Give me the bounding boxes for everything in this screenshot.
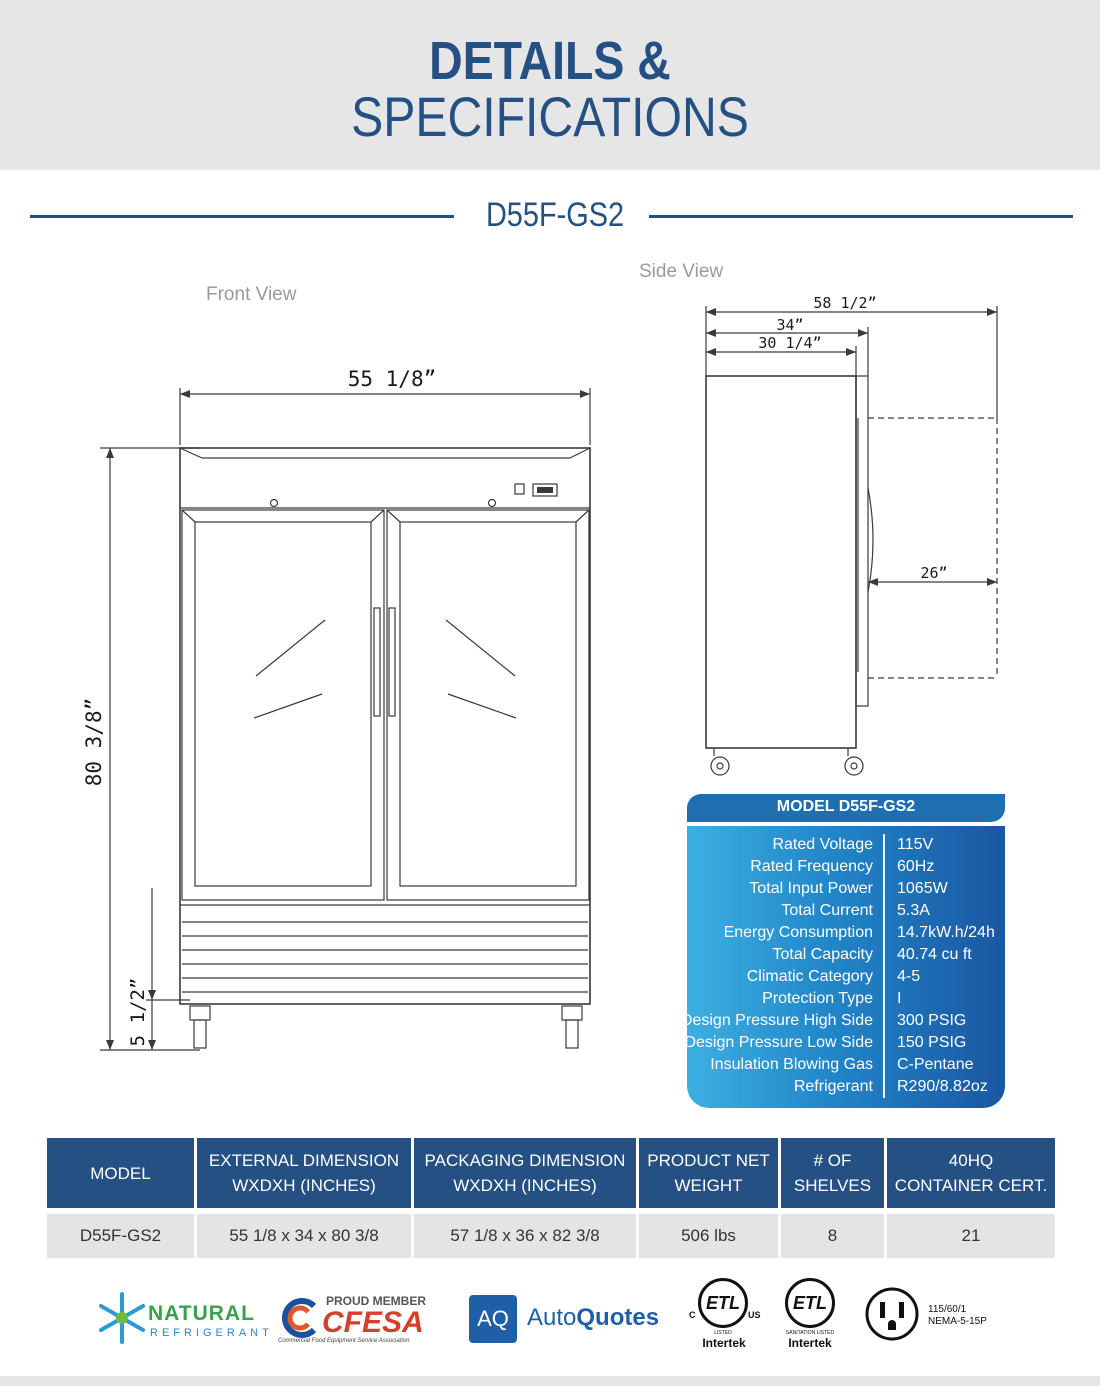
- header-title-line1: DETAILS &: [429, 31, 671, 91]
- footer-bar: [0, 1376, 1100, 1386]
- spec-row: [687, 902, 1005, 924]
- snowflake-icon: [92, 1290, 152, 1346]
- left-door-bevel-tr: [371, 510, 384, 522]
- side-view-label: Side View: [639, 261, 724, 282]
- arrow: [148, 1040, 156, 1050]
- arrow: [180, 390, 190, 398]
- spec-value: I: [897, 990, 902, 1007]
- right-handle: [389, 608, 395, 716]
- spec-label: Total Input Power: [749, 880, 873, 897]
- side-handle: [868, 488, 873, 592]
- spec-value: 14.7kW.h/24h: [897, 924, 995, 941]
- header-line1: MODEL: [90, 1163, 151, 1183]
- cfesa-proud-member: PROUD MEMBER: [326, 1294, 427, 1308]
- side-caster-left-hub: [717, 763, 723, 769]
- glare-right-1: [446, 620, 515, 676]
- arrow: [580, 390, 590, 398]
- etl-us-mark: US: [748, 1310, 761, 1320]
- etl-mark: ETL: [698, 1278, 748, 1328]
- table-header-cell: [47, 1138, 194, 1208]
- header-line2: WXDXH (INCHES): [453, 1176, 597, 1195]
- spec-row: [687, 880, 1005, 902]
- header-title-line2: SPECIFICATIONS: [351, 85, 749, 148]
- left-door-frame: [182, 510, 384, 900]
- spec-value: 5.3A: [897, 902, 930, 919]
- table-header-cell: [887, 1138, 1055, 1208]
- autoquotes-quotes: Quotes: [576, 1304, 660, 1331]
- spec-row: [687, 836, 1005, 858]
- cfesa-swirl-icon: [278, 1296, 322, 1340]
- top-corner-right: [570, 448, 590, 458]
- spec-row: [680, 1012, 1005, 1034]
- aq-badge: AQ: [469, 1295, 517, 1343]
- spec-row: [687, 1056, 1005, 1078]
- spec-row: [687, 1078, 1005, 1100]
- intertek-label: Intertek: [702, 1336, 746, 1350]
- spec-value: 115V: [897, 836, 934, 853]
- spec-label: Design Pressure Low Side: [684, 1034, 873, 1051]
- nema-plug-logo: [864, 1286, 1044, 1344]
- arrow: [858, 329, 868, 337]
- refrigerant-word: REFRIGERANT: [150, 1327, 273, 1339]
- plug-rating: 115/60/1: [928, 1304, 967, 1315]
- arrow: [987, 578, 997, 586]
- spec-label: Total Current: [781, 902, 873, 919]
- natural-word: NATURAL: [148, 1302, 255, 1325]
- side-depth-label: 34”: [776, 316, 804, 334]
- caster-height-label: 5 1/2”: [127, 977, 149, 1047]
- table-cell-packaging: 57 1/8 x 36 x 82 3/8: [414, 1214, 636, 1258]
- right-door-bevel-tl: [387, 510, 400, 522]
- front-height-label: 80 3/8”: [82, 697, 106, 787]
- temperature-display-screen: [537, 487, 553, 493]
- spec-label: Insulation Blowing Gas: [710, 1056, 873, 1073]
- table-cell-model: D55F-GS2: [47, 1214, 194, 1258]
- door-lock-right: [489, 500, 496, 507]
- cfesa-subtitle: Commercial Food Equipment Service Association: [278, 1338, 410, 1344]
- spec-panel-body: [680, 826, 1005, 1108]
- etl-c-mark: C: [689, 1310, 696, 1320]
- door-lock-left: [271, 500, 278, 507]
- glare-left-1: [256, 620, 325, 676]
- glare-right-2: [448, 694, 516, 718]
- table-cell-external: 55 1/8 x 34 x 80 3/8: [197, 1214, 411, 1258]
- spec-value: 150 PSIG: [897, 1034, 967, 1051]
- spec-row: [687, 924, 1005, 946]
- caster-right-wheel: [566, 1020, 578, 1048]
- power-switch: [515, 484, 524, 494]
- arrow: [148, 990, 156, 1000]
- etl-listed-text: LISTED: [714, 1330, 732, 1336]
- header-line1: # OF: [813, 1151, 852, 1170]
- autoquotes-logo: [469, 1295, 679, 1343]
- table-cell-shelves: 8: [781, 1214, 884, 1258]
- spec-row: [684, 1034, 1005, 1056]
- spec-panel-header: [687, 794, 1005, 822]
- plug-outlet-icon: [864, 1286, 920, 1342]
- right-door-bevel-tr: [576, 510, 589, 522]
- arrow: [706, 308, 716, 316]
- spec-label: Total Capacity: [772, 946, 873, 963]
- spec-value: 4-5: [897, 968, 921, 985]
- spec-label: Protection Type: [762, 990, 873, 1007]
- side-caster-right: [845, 757, 863, 775]
- spec-value: R290/8.82oz: [897, 1078, 988, 1095]
- intertek-label: Intertek: [788, 1336, 832, 1350]
- spec-label: Design Pressure High Side: [680, 1012, 873, 1029]
- spec-row: [687, 990, 1005, 1012]
- spec-panel-title: MODEL D55F-GS2: [776, 798, 916, 815]
- autoquotes-auto: Auto: [527, 1304, 577, 1331]
- table-header-cell: [197, 1138, 411, 1208]
- header-line2: SHELVES: [793, 1176, 872, 1195]
- right-door-frame: [387, 510, 589, 900]
- header-line1: PRODUCT NET: [647, 1151, 770, 1170]
- spec-row: [687, 858, 1005, 880]
- spec-label: Rated Voltage: [772, 836, 873, 853]
- header-line2: WXDXH (INCHES): [232, 1176, 376, 1195]
- spec-value: 1065W: [897, 880, 948, 897]
- spec-panel: [680, 794, 1005, 1108]
- spec-label: Refrigerant: [793, 1078, 873, 1095]
- arrow: [706, 348, 716, 356]
- table-header-cell: [639, 1138, 778, 1208]
- left-handle: [374, 608, 380, 716]
- front-width-label: 55 1/8”: [347, 367, 437, 391]
- cfesa-logo: [278, 1292, 458, 1346]
- spec-label: Climatic Category: [746, 968, 873, 985]
- door-swing-label: 26”: [920, 564, 948, 582]
- spec-row: [687, 968, 1005, 990]
- header-line1: EXTERNAL DIMENSION: [208, 1151, 400, 1170]
- etl-sanitation-mark: ETL: [785, 1278, 835, 1328]
- caster-right-mount: [562, 1006, 582, 1020]
- side-body-label: 30 1/4”: [758, 334, 822, 352]
- front-view-label: Front View: [206, 284, 297, 305]
- left-door-bevel-tl: [182, 510, 195, 522]
- arrow: [846, 348, 856, 356]
- caster-left-mount: [190, 1006, 210, 1020]
- spec-value: 40.74 cu ft: [897, 946, 972, 963]
- arrow: [706, 329, 716, 337]
- cabinet-outline: [180, 448, 590, 1004]
- header-line1: PACKAGING DIMENSION: [424, 1151, 626, 1170]
- natural-refrigerant-logo: [92, 1290, 273, 1346]
- header-line2: CONTAINER CERT.: [894, 1176, 1048, 1195]
- arrow: [987, 308, 997, 316]
- etl-listed-logo: [688, 1278, 760, 1352]
- header-line1: 40HQ: [948, 1151, 994, 1170]
- spec-value: 300 PSIG: [897, 1012, 967, 1029]
- etl-sanitation-text: SANITATION LISTED: [785, 1330, 835, 1336]
- glare-left-2: [254, 694, 322, 718]
- cfesa-name: CFESA: [322, 1306, 424, 1339]
- header-line2: WEIGHT: [674, 1176, 743, 1195]
- side-caster-left: [711, 757, 729, 775]
- spec-value: C-Pentane: [897, 1056, 974, 1073]
- side-caster-right-hub: [851, 763, 857, 769]
- spec-label: Rated Frequency: [750, 858, 873, 875]
- caster-left-wheel: [194, 1020, 206, 1048]
- spec-value: 60Hz: [897, 858, 935, 875]
- spec-label: Energy Consumption: [723, 924, 873, 941]
- table-cell-weight: 506 lbs: [639, 1214, 778, 1258]
- arrow: [106, 1040, 114, 1050]
- side-cabinet: [706, 376, 856, 748]
- table-cell-container: 21: [887, 1214, 1055, 1258]
- left-door-glass: [195, 522, 371, 886]
- right-door-glass: [400, 522, 576, 886]
- arrow: [106, 448, 114, 458]
- model-title: D55F-GS2: [485, 196, 625, 234]
- autoquotes-wordmark: [527, 1304, 659, 1332]
- plug-type: NEMA-5-15P: [928, 1316, 987, 1327]
- table-header-cell: [414, 1138, 636, 1208]
- etl-sanitation-logo: [776, 1278, 844, 1352]
- table-header-cell: [781, 1138, 884, 1208]
- side-total-label: 58 1/2”: [813, 294, 877, 312]
- spec-row: [687, 946, 1005, 968]
- top-corner-left: [180, 448, 202, 458]
